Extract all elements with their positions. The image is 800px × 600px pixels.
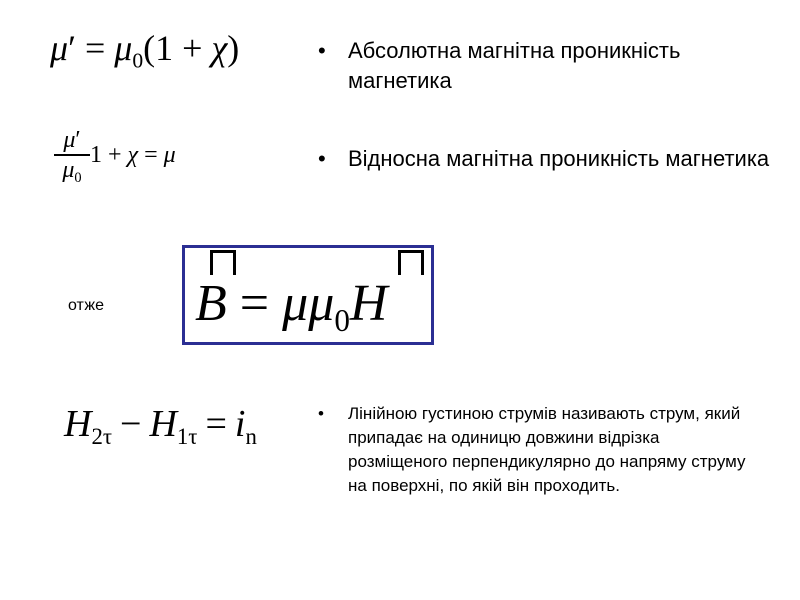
bullet-text: Відносна магнітна проникність магнетика [348, 146, 770, 171]
i-symbol: i [234, 403, 246, 445]
bullet-marker: • [318, 38, 326, 63]
equals-sign: = [239, 275, 270, 332]
bullet-absolute-permeability [318, 36, 778, 96]
mu-symbol: μ [282, 275, 309, 332]
mu-symbol: μ [50, 28, 69, 68]
vector-mark-h [398, 250, 424, 275]
num-prime-mark: ′ [75, 127, 81, 153]
vector-mark-b [210, 250, 236, 275]
h1-subscript: 1τ [176, 423, 198, 449]
mu0-symbol: μ [308, 275, 335, 332]
bullet-linear-current-density [318, 402, 758, 498]
open-paren-one: (1 [143, 28, 174, 68]
fraction-denominator [54, 158, 90, 185]
mu-symbol: μ [163, 142, 176, 168]
boundary-condition-formula [64, 405, 257, 449]
one-digit: 1 [90, 142, 102, 168]
num-mu-symbol: μ [63, 127, 76, 153]
plus-sign: + [182, 28, 203, 68]
induction-formula [195, 275, 388, 338]
bullet-text: Абсолютна магнітна проникність магнетика [348, 38, 681, 93]
therefore-label: отже [68, 297, 105, 314]
minus-sign: − [120, 403, 142, 445]
chi-symbol: χ [127, 142, 139, 168]
bullet-marker: • [318, 146, 326, 171]
equals-sign: = [205, 403, 227, 445]
h2-symbol: H [64, 403, 92, 445]
fraction [54, 128, 90, 185]
plus-sign: + [108, 142, 122, 168]
prime-mark: ′ [68, 28, 76, 68]
fraction-numerator [54, 128, 90, 152]
chi-symbol: χ [211, 28, 228, 68]
fraction-bar [54, 154, 90, 156]
bullet-marker: • [318, 404, 324, 423]
i-subscript: n [245, 423, 257, 449]
den-subscript: 0 [74, 169, 82, 186]
den-mu-symbol: μ [62, 156, 75, 183]
bullet-text: Лінійною густиною струмів називають струм, який припадає на одиницю довжини відрізка розміщеного перпендикулярно до напряму струму на поверхні, по якій він проходить. [348, 404, 746, 495]
mu0-subscript: 0 [132, 48, 144, 73]
mu0-symbol: μ [114, 28, 133, 68]
mu0-subscript: 0 [334, 302, 350, 338]
equals-sign: = [84, 28, 106, 68]
close-paren: ) [227, 28, 240, 68]
formula-remainder [90, 143, 176, 167]
equals-sign: = [144, 142, 158, 168]
b-symbol: B [195, 275, 227, 332]
h2-subscript: 2τ [91, 423, 113, 449]
absolute-permeability-formula [50, 30, 239, 72]
h1-symbol: H [149, 403, 177, 445]
relative-permeability-formula [50, 120, 240, 200]
h-symbol: H [349, 275, 388, 332]
bullet-relative-permeability [318, 144, 778, 174]
